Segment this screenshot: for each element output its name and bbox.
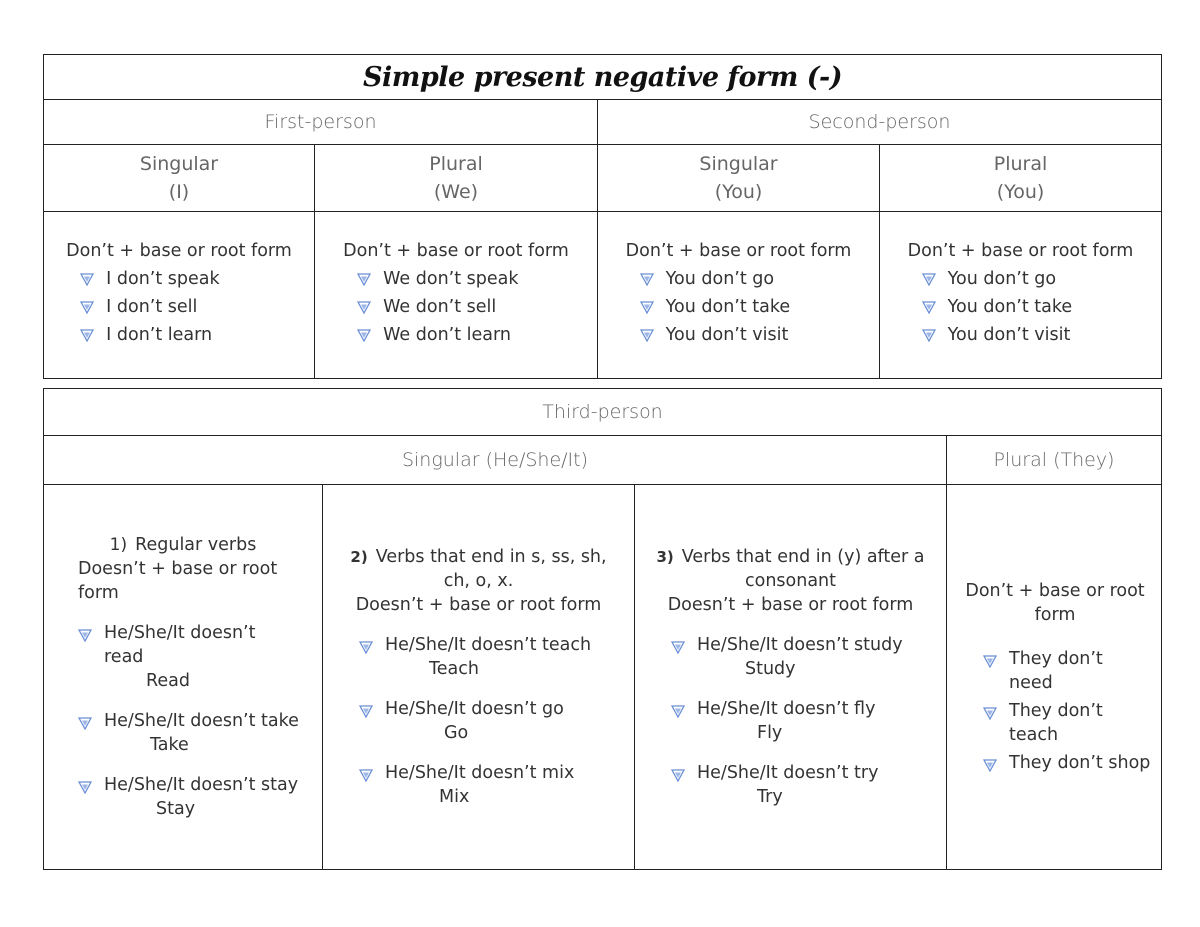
list-item: They don’t shop [983,751,1153,775]
third-plural-header: Plural (They) [947,436,1162,485]
list-item: You don’t go [922,265,1134,293]
second-plural-pronoun: (You) [996,181,1045,203]
triangle-bullet-icon [357,321,371,342]
rule-text: Don’t + base or root form [907,241,1134,261]
list-item: I don’t speak [80,265,292,293]
first-plural-cell [315,212,598,379]
page-title: Simple present negative form (-) [44,55,1162,100]
second-plural-cell [880,212,1162,379]
regular-verbs-cell [44,485,323,870]
triangle-bullet-icon [359,633,373,654]
first-singular-cell [44,212,315,379]
list-item: We don’t speak [357,265,569,293]
rule-text: Don’t + base or root form [66,241,292,261]
list-item: They don’t teach [983,699,1153,747]
first-singular-header [44,145,315,212]
triangle-bullet-icon [983,647,997,668]
triangle-bullet-icon [640,265,654,286]
list-item: I don’t sell [80,293,292,321]
first-person-header: First-person [44,100,598,145]
second-singular-header [598,145,880,212]
second-person-header: Second-person [598,100,1162,145]
first-plural-header [315,145,598,212]
triangle-bullet-icon [922,265,936,286]
triangle-bullet-icon [78,709,92,730]
rule-text: Doesn’t + base or root form [667,595,914,615]
rule-text: Doesn’t + base or root form [355,595,602,615]
triangle-bullet-icon [357,265,371,286]
triangle-bullet-icon [80,265,94,286]
section-number: 3) [656,548,674,566]
rule-text: Don’t + base or root form [965,581,1145,625]
third-person-table [43,388,1162,870]
first-second-person-table [43,54,1162,379]
list-item: You don’t take [640,293,852,321]
section-heading: Verbs that end in s, ss, sh, ch, o, x. [375,547,607,591]
first-singular-pronoun: (I) [168,181,190,203]
second-plural-header [880,145,1162,212]
list-item: He/She/It doesn’t fly Fly [671,697,934,745]
s-ss-sh-ch-verbs-cell [323,485,635,870]
triangle-bullet-icon [359,761,373,782]
list-item: He/She/It doesn’t study Study [671,633,934,681]
triangle-bullet-icon [78,621,92,642]
triangle-bullet-icon [671,697,685,718]
section-number: 2) [350,548,368,566]
third-plural-cell [947,485,1162,870]
triangle-bullet-icon [80,321,94,342]
first-plural-pronoun: (We) [433,181,479,203]
rule-text: Doesn’t + base or root form [78,559,278,603]
triangle-bullet-icon [640,293,654,314]
first-plural-label: Plural [429,153,483,175]
second-plural-label: Plural [993,153,1048,175]
triangle-bullet-icon [671,633,685,654]
list-item: He/She/It doesn’t read Read [78,621,310,693]
section-number: 1) [109,535,128,555]
rule-text: Don’t + base or root form [343,241,569,261]
triangle-bullet-icon [922,321,936,342]
list-item: I don’t learn [80,321,292,349]
triangle-bullet-icon [983,699,997,720]
list-item: You don’t take [922,293,1134,321]
rule-text: Don’t + base or root form [625,241,852,261]
list-item: We don’t sell [357,293,569,321]
list-item: You don’t visit [922,321,1134,349]
second-singular-label: Singular [699,153,778,175]
triangle-bullet-icon [359,697,373,718]
list-item: We don’t learn [357,321,569,349]
section-heading: Regular verbs [135,535,257,555]
triangle-bullet-icon [640,321,654,342]
list-item: You don’t visit [640,321,852,349]
list-item: You don’t go [640,265,852,293]
triangle-bullet-icon [78,773,92,794]
list-item: He/She/It doesn’t try Try [671,761,934,809]
list-item: He/She/It doesn’t teach Teach [359,633,622,681]
second-singular-cell [598,212,880,379]
third-person-header: Third-person [44,389,1162,436]
triangle-bullet-icon [80,293,94,314]
triangle-bullet-icon [983,751,997,772]
triangle-bullet-icon [922,293,936,314]
y-ending-verbs-cell [635,485,947,870]
first-singular-label: Singular [139,153,219,175]
list-item: He/She/It doesn’t take Take [78,709,310,757]
second-singular-pronoun: (You) [714,181,763,203]
list-item: He/She/It doesn’t mix Mix [359,761,622,809]
list-item: He/She/It doesn’t go Go [359,697,622,745]
triangle-bullet-icon [671,761,685,782]
triangle-bullet-icon [357,293,371,314]
third-singular-header: Singular (He/She/It) [44,436,947,485]
section-heading: Verbs that end in (y) after a consonant [681,547,925,591]
list-item: He/She/It doesn’t stay Stay [78,773,310,821]
list-item: They don’t need [983,647,1153,695]
